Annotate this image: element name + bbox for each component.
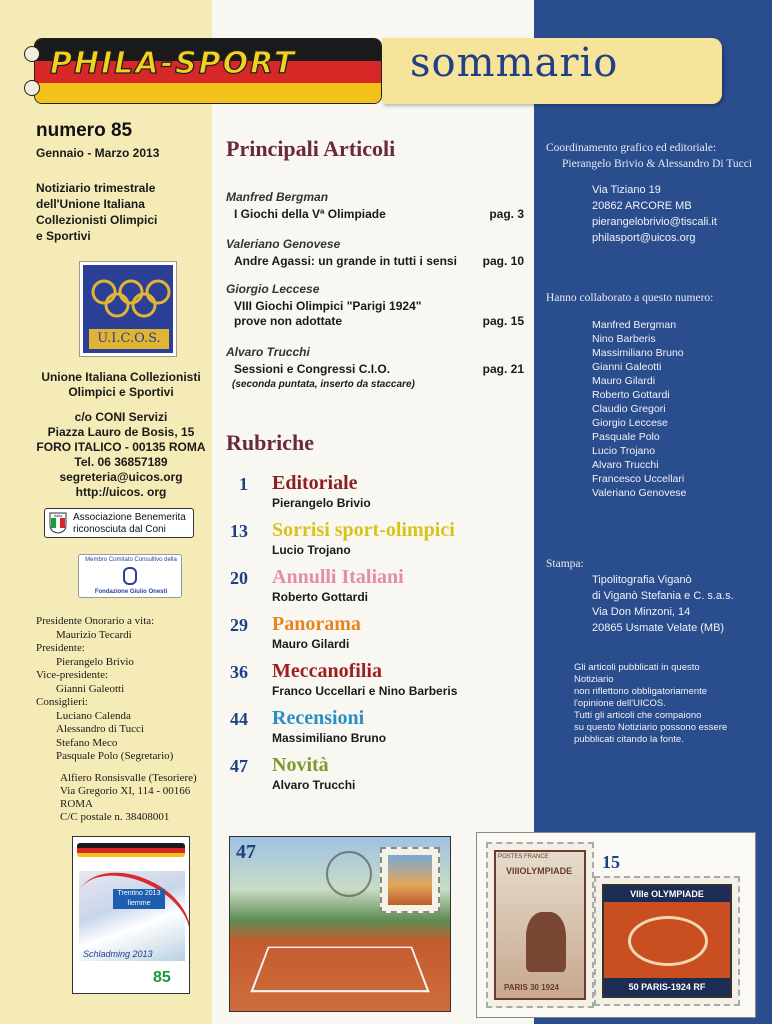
article-page: pag. 10 [482,254,524,268]
article-author: Manfred Bergman [226,190,329,204]
article-title: I Giochi della Vª Olimpiade [234,207,386,221]
rubrica-author: Lucio Trojano [272,543,351,557]
article-page: pag. 21 [482,362,524,376]
uicos-logo-label: U.I.C.O.S. [89,329,169,349]
rubrica-title: Recensioni [272,707,365,729]
stamp-arena [628,916,708,966]
rubrica-title: Editoriale [272,472,358,494]
issue-number: numero 85 [36,120,133,141]
coordination-label: Coordinamento grafico ed editoriale: [546,142,717,154]
article-note: (seconda puntata, inserto da staccare) [232,379,415,390]
stamp-figure [526,912,566,972]
article-author: Giorgio Leccese [226,282,320,296]
perforation-notch [24,46,40,62]
rubrica-page-number: 36 [230,662,248,682]
rubrica-title: Annulli Italiani [272,566,404,588]
stamp-olympiade-arena: VIIIe OLYMPIADE 50 PARIS-1924 RF [594,876,740,1006]
contact-info: Via Tiziano 19 20862 ARCORE MB pierangelobrivio@tiscali.it philasport@uicos.org [592,184,717,244]
tennis-court [250,947,429,993]
rubrica-page-number: 20 [230,568,248,588]
article-title: Andre Agassi: un grande in tutti i sensi [234,254,457,268]
officers-list: Presidente Onorario a vita: Maurizio Tecardi Presidente: Pierangelo Brivio Vice-presidente: Gianni Galeotti Consiglieri: Luciano Calenda Alessandro di Tucci Stefano Meco Pasquale Polo (Segretario) [36,615,174,762]
onesti-foundation-badge: Membro Comitato Consultivo della Fondazione Giulio Onesti [78,554,182,598]
previous-cover-thumbnail [72,836,190,994]
italian-flag-shield-icon [49,512,67,534]
coni-badge-text: Associazione Benemerita riconosciuta dal Coni [73,512,186,535]
cover-issue-number: 85 [153,969,171,986]
article-author: Valeriano Genovese [226,237,341,251]
rubrica-author: Mauro Gilardi [272,637,350,651]
rubrica-author: Pierangelo Brivio [272,496,371,510]
rubrica-page-number: 44 [230,709,248,729]
tennis-maximum-card-photo [229,836,451,1012]
printer-info: Tipolitografia Viganò di Viganò Stefania e C. s.a.s. Via Don Minzoni, 14 20865 Usmate Velate (MB) [592,574,734,634]
rubrica-author: Alvaro Trucchi [272,778,356,792]
rubrica-page-number: 29 [230,615,248,635]
rubrica-page-number: 13 [230,521,248,541]
tennis-stamp [380,847,440,913]
article-page: pag. 3 [489,207,524,221]
article-title: VIII Giochi Olimpici "Parigi 1924" prove non adottate [234,299,422,328]
issue-date: Gennaio - Marzo 2013 [36,146,160,160]
treasurer-info: Alfiero Ronsisvalle (Tesoriere) Via Gregorio XI, 114 - 00166 ROMA C/C postale n. 38408001 [60,772,197,823]
stamps-page-label: 15 [602,852,620,872]
rubrica-page-number: 1 [239,474,248,494]
article-page: pag. 15 [482,314,524,328]
perforation-notch [24,80,40,96]
uicos-logo [80,262,176,356]
print-label: Stampa: [546,558,584,570]
coni-flag-label: Italia [53,513,63,518]
logo-text: PHILA-SPORT [50,46,297,81]
article-author: Alvaro Trucchi [226,345,310,359]
rubrica-author: Massimiliano Bruno [272,731,387,745]
rubrica-title: Novità [272,754,329,776]
article-title: Sessioni e Congressi C.I.O. [234,362,391,376]
photo-page-label: 47 [236,841,256,863]
organization-address: c/o CONI Servizi Piazza Lauro de Bosis, 15 FORO ITALICO - 00135 ROMA Tel. 06 36857189 segreteria@uicos.org http://uicos. org [36,410,206,499]
cover-inset: Trentino 2013 fiemme [113,889,165,909]
olympic-rings-icon [89,279,173,319]
coni-badge [44,508,194,538]
organization-name: Unione Italiana Collezionisti Olimpici e Sportivi [41,370,201,399]
collaborators-label: Hanno collaborato a questo numero: [546,292,714,304]
cover-caption: Schladming 2013 [83,949,153,959]
publication-description: Notiziario trimestrale dell'Unione Italiana Collezionisti Olimpici e Sportivi [36,181,158,243]
collaborators-list: Manfred Bergman Nino Barberis Massimiliano Bruno Gianni Galeotti Mauro Gilardi Roberto Gottardi Claudio Gregori Giorgio Leccese Pasquale Polo Lucio Trojano Alvaro Trucchi Francesco Uccellari Valeriano Genovese [592,319,687,499]
rubriche-heading: Rubriche [226,430,314,455]
stamp-olympiade-sculpture: POSTES FRANCE VIIIOLYMPIADE PARIS 30 1924 [486,842,594,1008]
page-title: sommario [410,40,619,86]
cover-logo-band [77,843,185,857]
rubrica-page-number: 47 [230,756,248,776]
postmark [326,851,372,897]
rubrica-author: Roberto Gottardi [272,590,368,604]
onesti-logo-icon [123,567,137,585]
rubrica-title: Meccanofilia [272,660,382,682]
rubrica-title: Panorama [272,613,361,635]
coordination-names: Pierangelo Brivio & Alessandro Di Tucci [562,158,753,170]
rubrica-title: Sorrisi sport-olimpici [272,519,455,541]
articles-heading: Principali Articoli [226,136,396,161]
rubrica-author: Franco Uccellari e Nino Barberis [272,684,458,698]
editorial-notice: Gli articoli pubblicati in questo Notiziario non riflettono obbligatoriamente l'opinione dell'UICOS. Tutti gli articoli che compaiono su questo Notiziario possono essere pubblicati citando la fonte. [574,662,728,745]
